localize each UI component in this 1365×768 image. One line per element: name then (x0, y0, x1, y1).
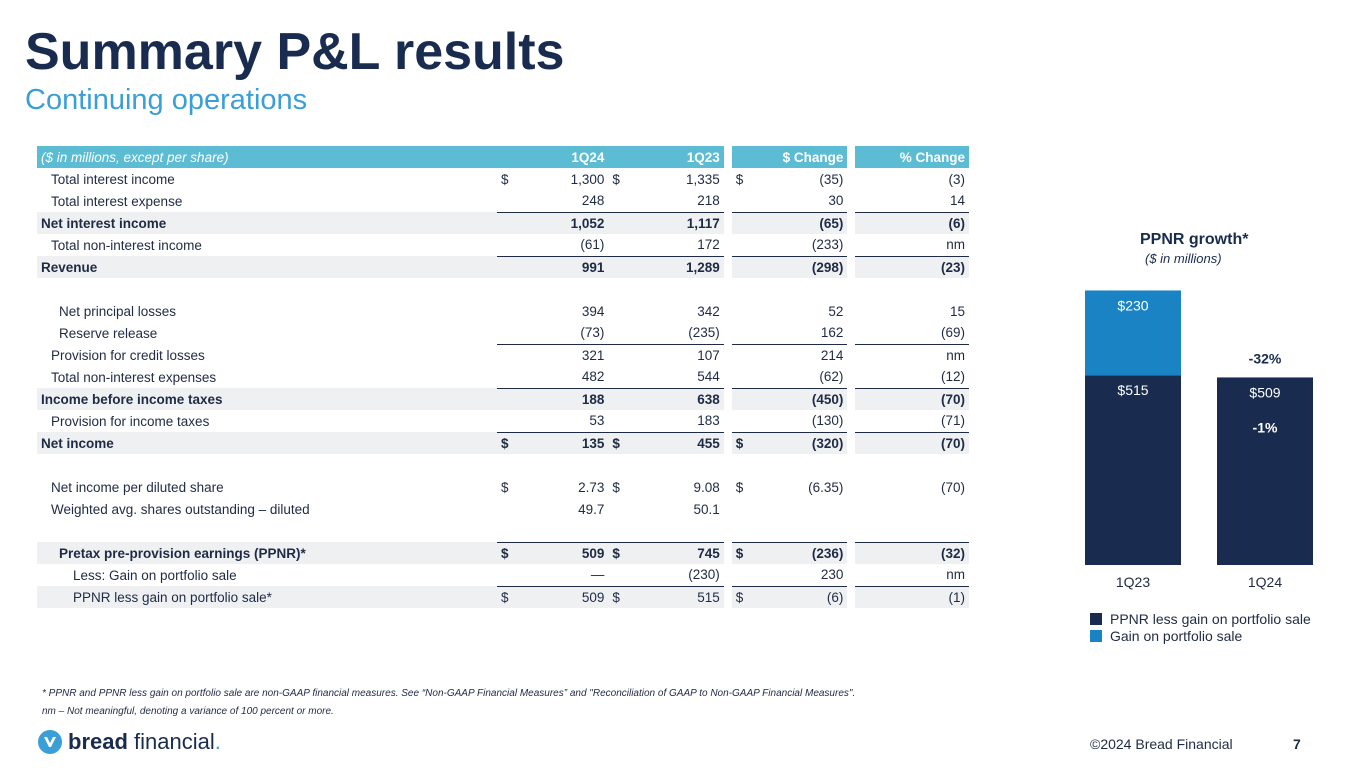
value-pct-change: (32) (855, 542, 969, 564)
value-pct-change: (70) (940, 479, 965, 495)
page-number: 7 (1293, 736, 1301, 752)
value-1q24: 509 (515, 542, 608, 564)
currency-symbol: $ (612, 171, 620, 187)
value-1q23: 9.08 (693, 479, 720, 495)
currency-symbol (608, 366, 626, 388)
currency-symbol: $ (732, 586, 750, 608)
value-1q24: 482 (581, 369, 605, 385)
value-pct-change: (70) (855, 388, 969, 410)
table-row (37, 432, 969, 454)
value-pct-change: (69) (855, 322, 969, 344)
table-row (37, 410, 969, 432)
currency-symbol (497, 564, 515, 586)
currency-symbol: $ (497, 542, 515, 564)
data-label: $230 (1117, 297, 1149, 314)
value-dollar-change: (65) (750, 212, 848, 234)
table-row (37, 322, 969, 344)
currency-symbol (732, 366, 750, 388)
annotation-total-change: -32% (1248, 350, 1282, 367)
currency-symbol (732, 300, 750, 322)
data-label: $515 (1117, 382, 1149, 399)
table-row (37, 344, 969, 366)
value-1q23: 1,289 (626, 256, 723, 278)
value-1q24: — (515, 564, 608, 586)
header-label: ($ in millions, except per share) (37, 146, 497, 168)
value-1q23: 544 (697, 369, 720, 385)
table-row (37, 476, 969, 498)
value-dollar-change: (233) (811, 237, 844, 253)
header-pct-change: % Change (855, 146, 969, 168)
value-dollar-change (750, 498, 848, 520)
table-row (37, 498, 969, 520)
value-1q24: 991 (515, 256, 608, 278)
value-1q23: 172 (697, 237, 720, 253)
value-1q24: 1,052 (515, 212, 608, 234)
value-1q24: 1,300 (570, 171, 605, 187)
table-header (37, 146, 969, 168)
value-1q23: 183 (697, 413, 720, 429)
row-label: Pretax pre-provision earnings (PPNR)* (37, 542, 497, 564)
currency-symbol: $ (501, 479, 509, 495)
footnote-non-gaap: * PPNR and PPNR less gain on portfolio sale are non-GAAP financial measures. See “Non-GAAP Financial Measures” and "Reconciliation of GAAP to Non-GAAP Financial Measures". (42, 688, 856, 699)
value-dollar-change: (130) (811, 413, 844, 429)
row-label: Net income (37, 432, 497, 454)
currency-symbol (732, 564, 750, 586)
table-row (37, 212, 969, 234)
value-dollar-change: 52 (828, 303, 844, 319)
row-label: Total non-interest income (51, 237, 202, 253)
x-tick-label: 1Q24 (1247, 574, 1283, 590)
value-pct-change (855, 498, 969, 520)
currency-symbol (732, 234, 750, 256)
currency-symbol: $ (608, 432, 626, 454)
row-label: Provision for income taxes (51, 413, 210, 429)
legend-label: PPNR less gain on portfolio sale (1110, 611, 1311, 627)
ppnr-chart (1060, 280, 1360, 600)
value-1q24: 2.73 (578, 479, 605, 495)
value-pct-change: (1) (855, 586, 969, 608)
currency-symbol (497, 388, 515, 410)
currency-symbol (608, 498, 626, 520)
value-1q24: 135 (515, 432, 608, 454)
value-dollar-change: 30 (750, 190, 848, 212)
currency-symbol (732, 256, 750, 278)
currency-symbol (608, 344, 626, 366)
row-label: Total non-interest expenses (51, 369, 217, 385)
row-label: Net principal losses (59, 303, 177, 319)
table-row (37, 564, 969, 586)
currency-symbol: $ (735, 171, 744, 187)
currency-symbol (732, 190, 750, 212)
value-1q23: 455 (626, 432, 723, 454)
currency-symbol (497, 256, 515, 278)
table-row (37, 190, 969, 212)
value-1q23: 107 (697, 347, 720, 363)
value-1q24: 394 (581, 303, 605, 319)
chart-title: PPNR growth* (1140, 231, 1249, 248)
currency-symbol (608, 190, 626, 212)
pl-table (37, 146, 969, 608)
value-1q23: 1,117 (626, 212, 723, 234)
value-1q23: (230) (626, 564, 723, 586)
value-1q24: (73) (515, 322, 608, 344)
value-1q23: 50.1 (693, 501, 720, 517)
currency-symbol (497, 410, 515, 432)
currency-symbol (732, 212, 750, 234)
value-pct-change: (12) (940, 369, 965, 385)
value-pct-change: (71) (940, 413, 965, 429)
currency-symbol: $ (608, 586, 626, 608)
value-1q24: 248 (515, 190, 608, 212)
value-pct-change: (23) (855, 256, 969, 278)
logo-wordmark: bread financial. (68, 729, 221, 754)
legend-swatch (1090, 630, 1102, 642)
value-1q23: 218 (626, 190, 723, 212)
table-row (37, 586, 969, 608)
currency-symbol (497, 344, 515, 366)
value-dollar-change: (6.35) (808, 479, 844, 495)
currency-symbol (497, 366, 515, 388)
currency-symbol: $ (501, 171, 509, 187)
currency-symbol (497, 498, 515, 520)
table-row (37, 256, 969, 278)
row-label: Less: Gain on portfolio sale (73, 567, 237, 583)
value-pct-change: nm (946, 237, 965, 253)
value-pct-change: (6) (855, 212, 969, 234)
currency-symbol (732, 498, 750, 520)
value-1q23: 745 (626, 542, 723, 564)
value-1q23: 638 (626, 388, 723, 410)
table-row (37, 300, 969, 322)
bar-ppnr-1q24 (1217, 377, 1313, 565)
value-pct-change: (70) (855, 432, 969, 454)
header-1q24: 1Q24 (515, 146, 608, 168)
currency-symbol (732, 344, 750, 366)
legend-label: Gain on portfolio sale (1110, 628, 1243, 644)
page-title: Summary P&L results (25, 23, 565, 81)
value-dollar-change: 162 (750, 322, 848, 344)
row-label: Net interest income (37, 212, 497, 234)
currency-symbol (608, 234, 626, 256)
table-row (37, 388, 969, 410)
bar-ppnr-1q23 (1085, 375, 1181, 565)
row-label: Weighted avg. shares outstanding – diluted (51, 501, 310, 517)
value-pct-change: 14 (855, 190, 969, 212)
value-dollar-change: (298) (750, 256, 848, 278)
currency-symbol (608, 212, 626, 234)
value-1q23: 1,335 (685, 171, 720, 187)
currency-symbol: $ (608, 542, 626, 564)
table-row (37, 366, 969, 388)
currency-symbol (608, 300, 626, 322)
header-dollar-change: $ Change (750, 146, 848, 168)
x-tick-label: 1Q23 (1115, 574, 1151, 590)
currency-symbol (497, 300, 515, 322)
row-label: Total interest income (51, 171, 175, 187)
legend-item-ppnr (1090, 611, 1311, 627)
currency-symbol: $ (497, 432, 515, 454)
value-dollar-change: (450) (750, 388, 848, 410)
footnote-nm: nm – Not meaningful, denoting a variance of 100 percent or more. (42, 706, 334, 717)
table-row (37, 542, 969, 564)
row-label: Reserve release (59, 325, 158, 341)
row-label: Revenue (37, 256, 497, 278)
legend-item-gain (1090, 628, 1242, 644)
value-1q24: 53 (589, 413, 605, 429)
currency-symbol (497, 190, 515, 212)
table-row (37, 168, 969, 190)
value-1q24: 188 (515, 388, 608, 410)
currency-symbol (497, 234, 515, 256)
legend-swatch (1090, 613, 1102, 625)
bread-logo-icon (38, 730, 62, 754)
value-1q24: 509 (515, 586, 608, 608)
copyright: ©2024 Bread Financial (1090, 736, 1233, 752)
currency-symbol (608, 322, 626, 344)
currency-symbol: $ (612, 479, 620, 495)
value-1q24: 321 (581, 347, 605, 363)
value-dollar-change: 230 (750, 564, 848, 586)
value-pct-change: nm (855, 564, 969, 586)
currency-symbol: $ (735, 479, 744, 495)
chart-subtitle: ($ in millions) (1145, 251, 1222, 266)
row-label: PPNR less gain on portfolio sale* (37, 586, 497, 608)
value-pct-change: nm (946, 347, 965, 363)
value-1q23: (235) (626, 322, 723, 344)
currency-symbol (497, 212, 515, 234)
data-label: $509 (1249, 384, 1281, 401)
value-dollar-change: (236) (750, 542, 848, 564)
value-pct-change: 15 (949, 303, 965, 319)
value-dollar-change: (6) (750, 586, 848, 608)
row-label: Income before income taxes (37, 388, 497, 410)
currency-symbol: $ (497, 586, 515, 608)
currency-symbol (497, 322, 515, 344)
annotation-ppnr-change: -1% (1252, 419, 1278, 436)
currency-symbol (732, 388, 750, 410)
table-row (37, 234, 969, 256)
value-1q23: 342 (697, 303, 720, 319)
currency-symbol (608, 564, 626, 586)
value-dollar-change: 214 (820, 347, 844, 363)
value-1q23: 515 (626, 586, 723, 608)
page-subtitle: Continuing operations (25, 84, 308, 116)
currency-symbol (732, 322, 750, 344)
row-label: Total interest expense (51, 193, 183, 209)
currency-symbol (608, 388, 626, 410)
value-dollar-change: (62) (819, 369, 844, 385)
currency-symbol (608, 256, 626, 278)
value-1q24: (61) (580, 237, 605, 253)
value-dollar-change: (320) (750, 432, 848, 454)
value-pct-change: (3) (948, 171, 965, 187)
row-label: Net income per diluted share (51, 479, 224, 495)
currency-symbol: $ (732, 432, 750, 454)
currency-symbol: $ (732, 542, 750, 564)
value-1q24: 49.7 (578, 501, 605, 517)
value-dollar-change: (35) (819, 171, 844, 187)
bread-financial-logo (38, 729, 221, 755)
row-label: Provision for credit losses (51, 347, 205, 363)
header-1q23: 1Q23 (626, 146, 723, 168)
currency-symbol (732, 410, 750, 432)
currency-symbol (608, 410, 626, 432)
